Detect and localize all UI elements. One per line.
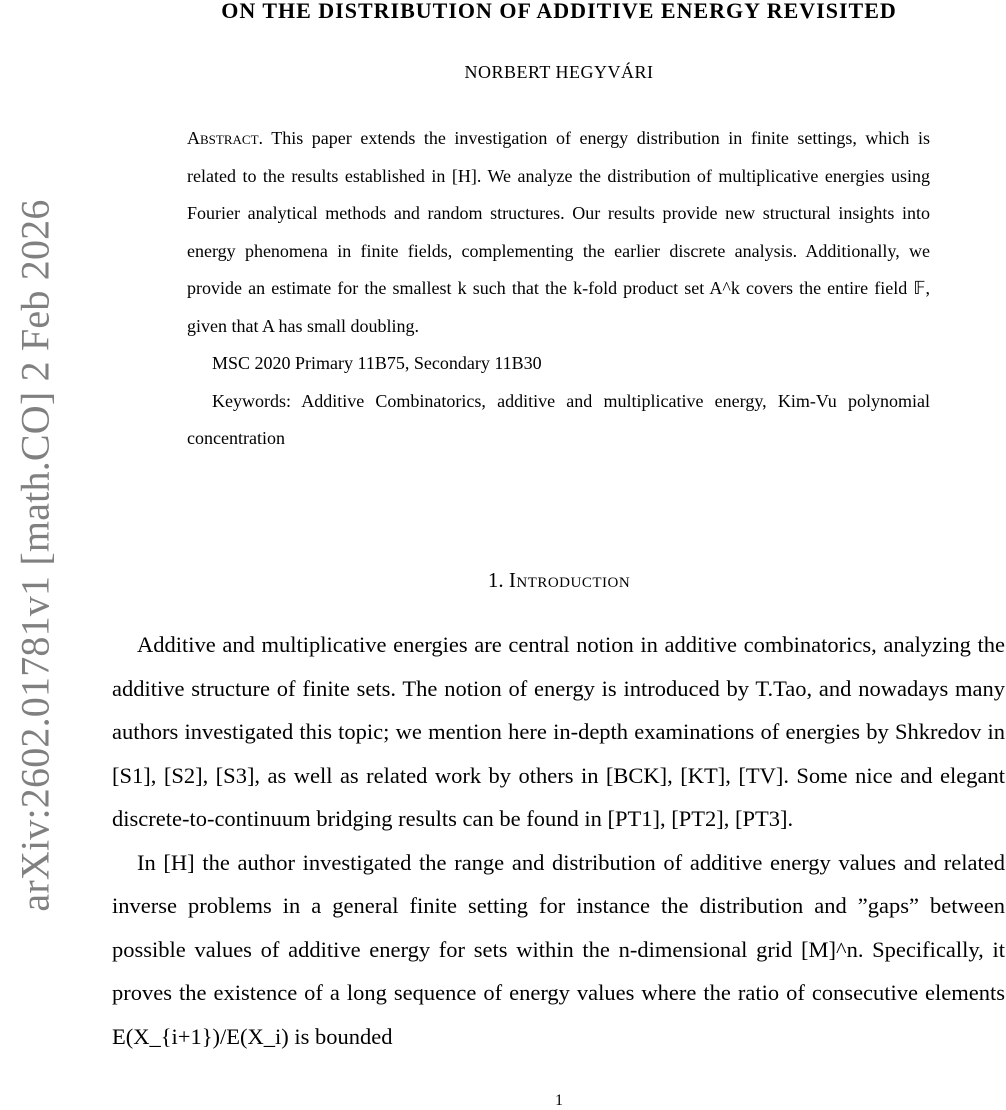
section-heading bbox=[112, 568, 1006, 593]
page-number: 1 bbox=[555, 1092, 563, 1109]
abstract-paragraph bbox=[187, 120, 930, 345]
section-title: Introduction bbox=[508, 568, 631, 592]
abstract bbox=[187, 120, 930, 458]
intro-paragraph-2: In [H] the author investigated the range and distribution of additive energy values and related inverse problems in a general finite setting for instance the distribution and ”gaps” between possible values of additive energy for sets within the n-dimensional grid [M]^n. Specifically, it proves the existence of a long sequence of energy values where the ratio of consecutive elements E(X_{i+1})/E(X_i) is bounded bbox=[112, 849, 1005, 1049]
body-text bbox=[112, 623, 1005, 1058]
keywords: Keywords: Additive Combinatorics, additive and multiplicative energy, Kim-Vu polynomial concentration bbox=[187, 390, 930, 448]
arxiv-identifier: arXiv:2602.01781v1 [math.CO] 2 Feb 2026 bbox=[12, 198, 58, 912]
paper-title: ON THE DISTRIBUTION OF ADDITIVE ENERGY REVISITED bbox=[221, 0, 897, 23]
author-name: NORBERT HEGYVÁRI bbox=[464, 62, 654, 82]
intro-paragraph-1: Additive and multiplicative energies are central notion in additive combinatorics, analyzing the additive structure of finite sets. The notion of energy is introduced by T.Tao, and nowadays many authors investigated this topic; we mention here in-depth examinations of energies by Shkredov in [S1], [S2], [S3], as well as related work by others in [BCK], [KT], [TV]. Some nice and elegant discrete-to-continuum bridging results can be found in [PT1], [PT2], [PT3]. bbox=[112, 632, 1005, 831]
arxiv-sidebar bbox=[0, 0, 70, 1110]
abstract-text: This paper extends the investigation of energy distribution in finite settings, which is related to the results established in [H]. We analyze the distribution of multiplicative energies using Fourier analytical methods and random structures. Our results provide new structural insights into energy phenomena in finite fields, complementing the earlier discrete analysis. Additionally, we provide an estimate for the smallest k such that the k-fold product set A^k covers the entire field 𝔽, given that A has small doubling. bbox=[187, 128, 930, 336]
abstract-label: Abstract. bbox=[187, 128, 264, 148]
section-number: 1. bbox=[487, 568, 504, 592]
msc-classification: MSC 2020 Primary 11B75, Secondary 11B30 bbox=[212, 353, 542, 373]
